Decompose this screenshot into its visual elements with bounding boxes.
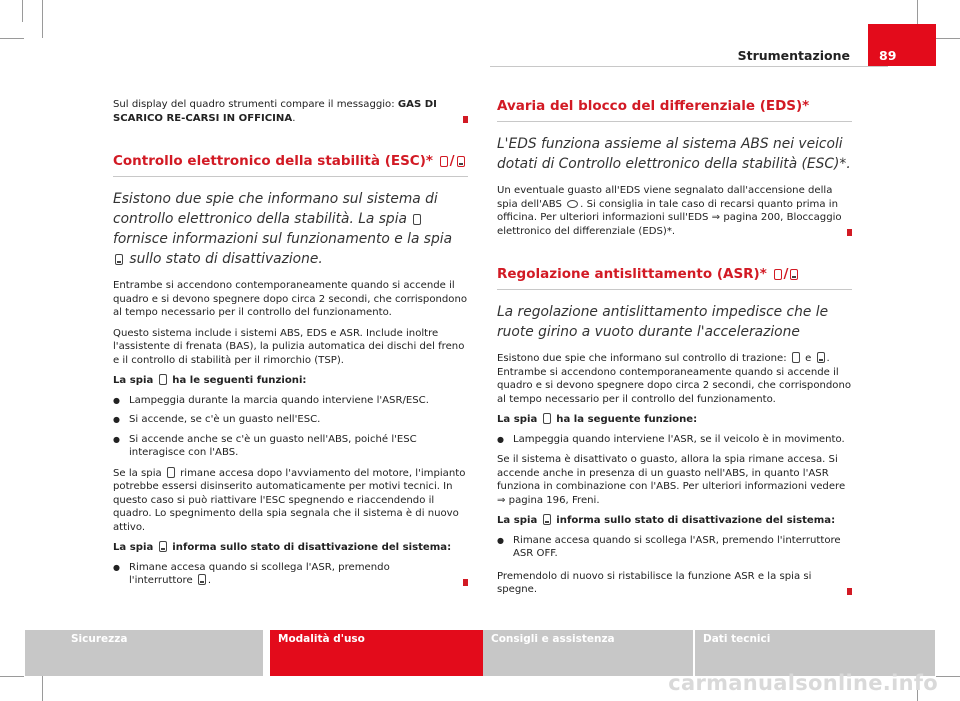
esc-off-icon (159, 541, 167, 552)
list-item (113, 561, 468, 588)
esc-lead-part: Esistono due spie che informano sul sistema di controllo elettronico della stabilità. La spia (113, 191, 438, 227)
list-item: ● Lampeggia durante la marcia quando interviene l'ASR/ESC. (113, 394, 468, 408)
tab-modalita-duso[interactable]: Modalità d'uso (270, 630, 508, 676)
asr-function-label (497, 413, 852, 427)
end-mark (847, 229, 852, 236)
asr-paragraph (497, 352, 852, 406)
para-part: Esistono due spie che informano sul controllo di trazione: (497, 353, 787, 364)
label-part: ha la seguente funzione: (556, 414, 698, 425)
esc-lead (113, 189, 468, 269)
watermark: carmanualsonline.info (668, 671, 938, 695)
asr-off-switch-icon (198, 574, 206, 585)
esc-paragraph (113, 467, 468, 535)
label-part: informa sullo stato di disattivazione del sistema: (556, 515, 836, 526)
asr-lead: La regolazione antislittamento impedisce che le ruote girino a vuoto durante l'accelerazione (497, 304, 829, 340)
label-part: ha le seguenti funzioni: (172, 375, 307, 386)
esc-paragraph: Entrambe si accendono contemporaneamente quando si accende il quadro e si devono spegnere dopo circa 2 secondi, che corrispondono al tempo necessario per il controllo del funzionamento. (113, 280, 468, 318)
end-mark (847, 588, 852, 595)
eds-paragraph (497, 184, 852, 238)
para-part: Se la spia (113, 467, 162, 479)
esc-lead-part: fornisce informazioni sul funzionamento e la spia (113, 231, 453, 247)
para-part: rimane accesa dopo l'avviamento del motore, l'impianto potrebbe essersi disinserito automaticamente per motivi tecnici. In questo caso si può riattivare l'ESC spegnendo e riaccendendo il quadro. Lo spegnimento della spia segnala che il sistema è di nuovo attivo. (113, 467, 466, 533)
esc-functions-label (113, 374, 468, 388)
list-item: ● Rimane accesa quando si scollega l'ASR, premendo l'interruttore ASR OFF. (497, 534, 852, 561)
para-part: Premendolo di nuovo si ristabilisce la funzione ASR e la spia si spegne. (497, 570, 812, 595)
esc-paragraph: Questo sistema include i sistemi ABS, EDS e ASR. Include inoltre l'assistente di frenata (BAS), la pulizia automatica dei dischi del freno e il controllo di stabilità per il rimorchio (TSP). (113, 327, 465, 366)
label-part: informa sullo stato di disattivazione del sistema: (172, 542, 452, 553)
heading-separator: / (449, 153, 455, 169)
esc-off-label (113, 541, 468, 555)
esc-heading-text: Controllo elettronico della stabilità (ESC)* (113, 153, 433, 169)
crop-mark (936, 38, 960, 39)
esc-warning-icon (167, 467, 175, 478)
page-number: 89 (868, 24, 936, 66)
end-mark (463, 116, 468, 123)
esc-off-icon (457, 156, 465, 167)
tab-dati-tecnici[interactable]: Dati tecnici (695, 630, 935, 676)
esc-warning-icon (440, 156, 448, 167)
left-column (113, 98, 468, 588)
intro-paragraph (113, 98, 468, 125)
list-item: ● Si accende, se c'è un guasto nell'ESC. (113, 413, 468, 427)
crop-mark (0, 38, 24, 39)
label-part: La spia (113, 375, 154, 386)
tab-consigli-assistenza[interactable]: Consigli e assistenza (483, 630, 693, 676)
intro-end: . (292, 112, 296, 124)
right-column (497, 98, 852, 597)
crop-mark (0, 676, 24, 677)
para-part: . Entrambe si accendono contemporaneamente quando si accende il quadro e si devono spegnere dopo circa 2 secondi, che corrispondono al tempo necessario per il controllo del funzionamento. (497, 353, 852, 405)
asr-warning-icon (774, 269, 782, 280)
esc-warning-icon (413, 214, 421, 225)
crop-mark (22, 0, 23, 22)
asr-final-paragraph (497, 570, 852, 597)
asr-warning-icon (792, 352, 800, 363)
tab-sicurezza[interactable]: Sicurezza (25, 630, 263, 676)
list-item: ● Si accende anche se c'è un guasto nell'ABS, poiché l'ESC interagisce con l'ABS. (113, 433, 468, 460)
bullet-end: . (207, 575, 212, 586)
bullet-text: Rimane accesa quando si scollega l'ASR, premendo l'interruttore (129, 561, 390, 586)
heading-separator: / (783, 266, 789, 282)
asr-heading-text: Regolazione antislittamento (ASR)* (497, 266, 767, 282)
intro-message: GAS DI SCARICO RE-CARSI IN OFFICINA (113, 99, 437, 124)
esc-heading (113, 153, 468, 177)
crop-mark (936, 676, 960, 677)
asr-off-icon (790, 269, 798, 280)
crop-mark (42, 676, 43, 701)
label-part: La spia (113, 542, 154, 553)
label-part: La spia (497, 414, 538, 425)
para-part: . Si consiglia in tale caso di recarsi quanto prima in officina. Per ulteriori informazioni sull'EDS ⇒ pagina 200, Bloccaggio elettronico del differenziale (EDS)*. (497, 198, 842, 237)
intro-text: Sul display del quadro strumenti compare il messaggio: (113, 99, 398, 110)
label-part: La spia (497, 515, 538, 526)
eds-lead: L'EDS funziona assieme al sistema ABS nei veicoli dotati di Controllo elettronico della stabilità (ESC)*. (497, 136, 851, 172)
para-part: e (805, 353, 812, 364)
asr-off-label (497, 514, 852, 528)
header-rule (490, 66, 888, 67)
esc-off-icon (115, 254, 123, 265)
eds-heading: Avaria del blocco del differenziale (EDS)* (497, 98, 852, 122)
asr-off-icon (543, 514, 551, 525)
asr-off-icon (817, 352, 825, 363)
end-mark (463, 579, 468, 586)
esc-warning-icon (159, 374, 167, 385)
esc-lead-part: sullo stato di disattivazione. (129, 251, 323, 267)
crop-mark (42, 0, 43, 38)
para-part: Un eventuale guasto all'EDS viene segnalato dall'accensione della spia dell'ABS (497, 185, 833, 210)
asr-heading (497, 266, 852, 290)
abs-warning-icon (567, 200, 578, 208)
section-title: Strumentazione (737, 48, 850, 63)
asr-paragraph: Se il sistema è disattivato o guasto, allora la spia rimane accesa. Si accende anche in presenza di un guasto nell'ABS, in quanto l'ASR funziona in combinazione con l'ABS. Per ulteriori informazioni vedere ⇒ pagina 196, Freni. (497, 454, 846, 506)
list-item: ● Lampeggia quando interviene l'ASR, se il veicolo è in movimento. (497, 433, 852, 447)
asr-warning-icon (543, 413, 551, 424)
